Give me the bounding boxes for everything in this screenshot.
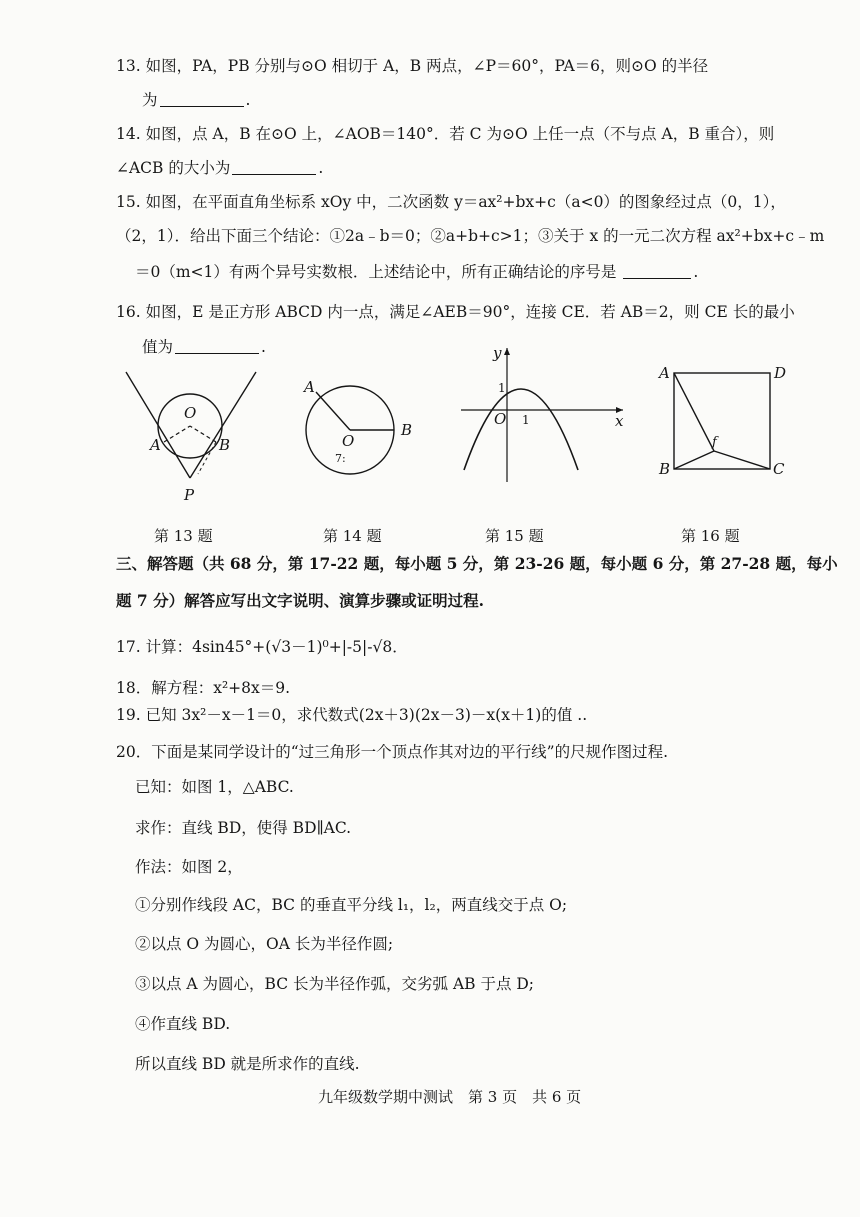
figure-14-caption: 第 14 题 — [323, 527, 382, 545]
q13-end: . — [245, 91, 251, 109]
q15-end: . — [693, 263, 699, 281]
q20-method: 作法：如图 2， — [135, 858, 243, 876]
fig16-label-d: D — [774, 364, 787, 382]
q20-step2: ②以点 O 为圆心，OA 长为半径作圆; — [135, 935, 394, 953]
q19: 19. 已知 3x²－x－1＝0，求代数式(2x＋3)(2x－3)－x(x＋1)的值 .. — [116, 706, 588, 724]
q16-line1: 16. 如图，E 是正方形 ABCD 内一点，满足∠AEB＝90°，连接 CE．若 AB＝2，则 CE 长的最小 — [116, 303, 795, 321]
fig13-label-b: B — [219, 436, 231, 454]
fig14-label-c: 7: — [335, 452, 346, 465]
q13-line1: 13. 如图，PA，PB 分别与⊙O 相切于 A，B 两点，∠P＝60°，PA＝6，则⊙O 的半径 — [116, 57, 709, 75]
q15-line2: （2，1）．给出下面三个结论：①2a﹣b＝0；②a+b+c>1；③关于 x 的一元二次方程 ax²+bx+c﹣m — [116, 227, 825, 245]
q15-line3 — [135, 261, 698, 283]
q20-step1: ①分别作线段 AC，BC 的垂直平分线 l₁，l₂，两直线交于点 O; — [135, 896, 568, 914]
q16-line2 — [142, 336, 266, 358]
q13-prefix: 为 — [142, 91, 158, 109]
fig13-label-o: O — [184, 404, 197, 422]
q13-line2 — [142, 89, 250, 111]
q16-answer-blank[interactable] — [175, 339, 259, 354]
q15-prefix: ＝0（m<1）有两个异号实数根．上述结论中，所有正确结论的序号是 — [135, 263, 617, 281]
figure-13 — [118, 368, 268, 508]
q20-step4: ④作直线 BD. — [135, 1015, 231, 1033]
figure-14 — [296, 368, 426, 488]
q17: 17. 计算：4sin45°+(√3－1)⁰+|-5|-√8． — [116, 638, 408, 656]
section3-heading-line2: 题 7 分）解答应写出文字说明、演算步骤或证明过程. — [116, 591, 484, 610]
q20-step3: ③以点 A 为圆心，BC 长为半径作弧，交劣弧 AB 于点 D; — [135, 975, 535, 993]
fig16-label-b: B — [659, 460, 671, 478]
fig14-label-o: O — [342, 432, 355, 450]
fig15-label-one-x: 1 — [522, 413, 530, 427]
fig13-label-p: P — [184, 486, 195, 504]
fig16-label-a: A — [659, 364, 670, 382]
fig14-label-b: B — [401, 421, 413, 439]
q14-end: . — [318, 159, 324, 177]
q14-line1: 14. 如图，点 A，B 在⊙O 上，∠AOB＝140°．若 C 为⊙O 上任一点（不与点 A，B 重合），则 — [116, 125, 775, 143]
page-footer: 九年级数学期中测试 第 3 页 共 6 页 — [318, 1088, 582, 1106]
fig16-label-c: C — [773, 460, 785, 478]
q15-answer-blank[interactable] — [623, 264, 691, 279]
fig13-label-a: A — [150, 436, 161, 454]
section3-heading-line1: 三、解答题（共 68 分，第 17-22 题，每小题 5 分，第 23-26 题，每小题 6 分，第 27-28 题，每小 — [116, 554, 838, 573]
fig16-label-e: f — [712, 435, 717, 450]
fig15-label-one-y: 1 — [498, 381, 506, 395]
q14-line2 — [116, 157, 323, 179]
q15-line1: 15. 如图，在平面直角坐标系 xOy 中，二次函数 y＝ax²+bx+c（a<0）的图象经过点（0，1）， — [116, 193, 786, 211]
q13-answer-blank[interactable] — [160, 92, 244, 107]
figure-16-caption: 第 16 题 — [681, 527, 740, 545]
q20-intro: 20．下面是某同学设计的“过三角形一个顶点作其对边的平行线”的尺规作图过程. — [116, 743, 669, 761]
q18: 18．解方程：x²+8x＝9. — [116, 679, 291, 697]
fig15-label-y: y — [493, 344, 502, 362]
figure-13-caption: 第 13 题 — [154, 527, 213, 545]
q14-prefix: ∠ACB 的大小为 — [116, 159, 231, 177]
figure-15-caption: 第 15 题 — [485, 527, 544, 545]
q16-end: . — [261, 338, 266, 356]
q20-given: 已知：如图 1，△ABC. — [135, 778, 294, 796]
fig15-label-origin: O — [494, 410, 507, 428]
fig15-label-x: x — [615, 412, 624, 430]
figure-16 — [650, 360, 800, 480]
q16-prefix: 值为 — [142, 338, 174, 356]
figure-15 — [458, 342, 628, 492]
q20-find: 求作：直线 BD，使得 BD∥AC. — [135, 819, 352, 837]
q20-conclusion: 所以直线 BD 就是所求作的直线. — [135, 1055, 360, 1073]
q14-answer-blank[interactable] — [232, 160, 316, 175]
fig14-label-a: A — [304, 378, 315, 396]
